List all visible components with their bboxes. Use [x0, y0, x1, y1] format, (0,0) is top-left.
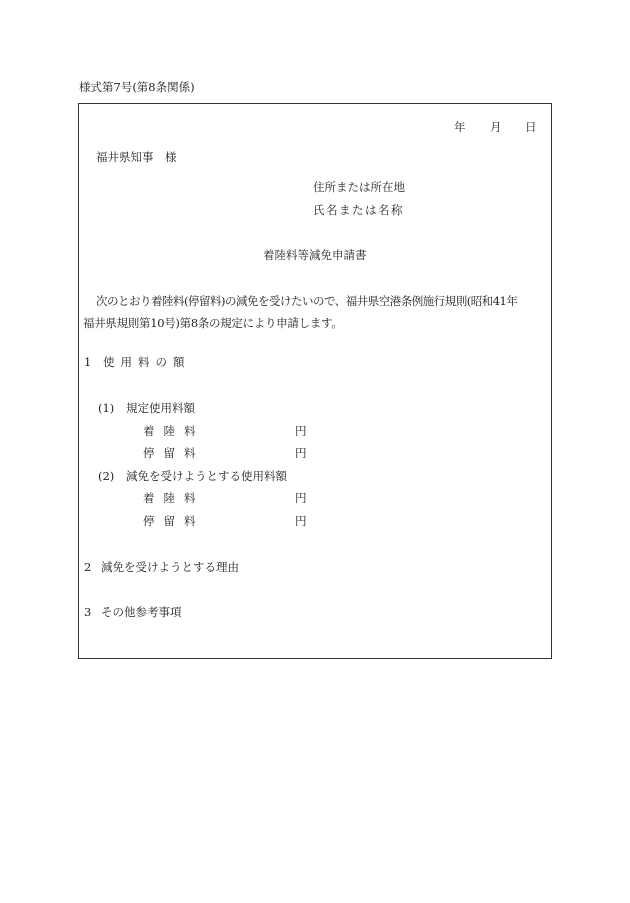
applicant-address-label: 住所または所在地	[313, 180, 405, 194]
section-2-number: 2	[84, 560, 92, 574]
document-title: 着陸料等減免申請書	[263, 248, 367, 262]
subsection-1-number: (1)	[98, 401, 115, 415]
addressee: 福井県知事 様	[96, 150, 177, 164]
sub2-item-landing-fee-label: 着陸料	[143, 491, 205, 505]
section-2-label: 減免を受けようとする理由	[101, 560, 239, 574]
section-1-label: 使用料の額	[103, 355, 191, 369]
sub1-item-landing-fee-label: 着陸料	[143, 424, 205, 438]
date-year-label: 年	[454, 120, 466, 134]
subsection-1-label: 規定使用料額	[126, 401, 195, 415]
subsection-2-label: 減免を受けようとする使用料額	[126, 469, 287, 483]
date-month-label: 月	[490, 120, 502, 134]
sub1-item-landing-fee-unit: 円	[295, 424, 307, 438]
date-day-label: 日	[525, 120, 537, 134]
sub2-item-parking-fee-label: 停留料	[143, 514, 205, 528]
form-number: 様式第7号(第8条関係)	[79, 80, 195, 94]
body-text-line-2: 福井県規則第10号)第8条の規定により申請します。	[83, 316, 343, 330]
subsection-2-number: (2)	[98, 469, 115, 483]
date-row	[454, 122, 466, 134]
sub2-item-landing-fee-unit: 円	[295, 491, 307, 505]
sub1-item-parking-fee-label: 停留料	[143, 446, 205, 460]
section-3-label: その他参考事項	[101, 605, 182, 619]
sub2-item-parking-fee-unit: 円	[295, 514, 307, 528]
section-3-number: 3	[84, 605, 92, 619]
sub1-item-parking-fee-unit: 円	[295, 446, 307, 460]
body-text-line-1: 次のとおり着陸料(停留料)の減免を受けたいので、福井県空港条例施行規則(昭和41年	[96, 294, 518, 308]
applicant-name-label: 氏名または名称	[313, 203, 404, 217]
section-1-number: 1	[84, 355, 92, 369]
